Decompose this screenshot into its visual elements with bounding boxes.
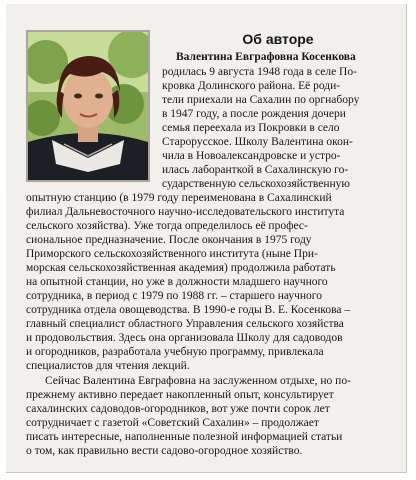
article-line: о том, как правильно вести садово-огородное хозяйство.: [26, 445, 303, 457]
article-line: Приморского сельскохозяйственного института (ныне При-: [26, 248, 318, 260]
article-line: писать интересные, наполненные полезной информацией статьи: [26, 431, 343, 443]
article-line: Сейчас Валентина Евграфовна на заслуженном отдыхе, но по-: [45, 375, 351, 387]
article-line: специалистов для чтения лекций.: [26, 360, 190, 372]
author-name: Валентина Евграфовна Косенкова: [176, 51, 356, 63]
article-line: сахалинских садоводов-огородников, вот уже почти сорок лет: [26, 403, 330, 415]
article-line: илась лаборанткой в Сахалинскую го-: [162, 164, 349, 176]
article-line: сотрудника отдела овощеводства. В 1990-е годы В. Е. Косенкова –: [26, 304, 351, 316]
author-photo: [26, 30, 150, 182]
article-line: прежнему активно передает накопленный опыт, консультирует: [26, 389, 334, 401]
article-line: морская сельскохозяйственная академия) продолжила работать: [26, 262, 336, 274]
article-line: кровка Долинского района. Её роди-: [162, 80, 341, 92]
article-line: сотрудника, в период с 1979 по 1988 гг. – старшего научного: [26, 290, 322, 302]
article-line: Старорусское. Школу Валентина окон-: [162, 136, 353, 148]
article-line: главный специалист областного Управления сельского хозяйства: [26, 318, 344, 330]
article-line: тели приехали на Сахалин по оргнабору: [162, 94, 360, 106]
article-line: опытную станцию (в 1979 году переименована в Сахалинский: [26, 192, 332, 204]
article-line: и огородников, разработала учебную программу, привлекала: [26, 346, 324, 358]
article-line: филиал Дальневосточного научно-исследовательского института: [26, 206, 345, 218]
article-line: в 1947 году, а после рождения дочери: [162, 108, 346, 120]
article-heading: Об авторе: [242, 31, 314, 47]
article-line: родилась 9 августа 1948 года в селе По-: [162, 66, 357, 78]
article-line: сельского хозяйства). Уже тогда определилось её профес-: [26, 220, 308, 232]
article-line: сиональное предназначение. После окончания в 1975 году: [26, 234, 312, 246]
article-line: и продовольствия. Здесь она организовала Школу для садоводов: [26, 332, 343, 344]
article-line: семья переехала из Покровки в село: [162, 122, 340, 134]
article-line: сударственную сельскохозяйственную: [162, 178, 351, 190]
article-line: на опытной станции, но уже в должности младшего научного: [26, 276, 328, 288]
article-line: сотрудничает с газетой «Советский Сахалин» – продолжает: [26, 417, 319, 429]
article-line: чила в Новоалександровске и устро-: [162, 150, 341, 162]
